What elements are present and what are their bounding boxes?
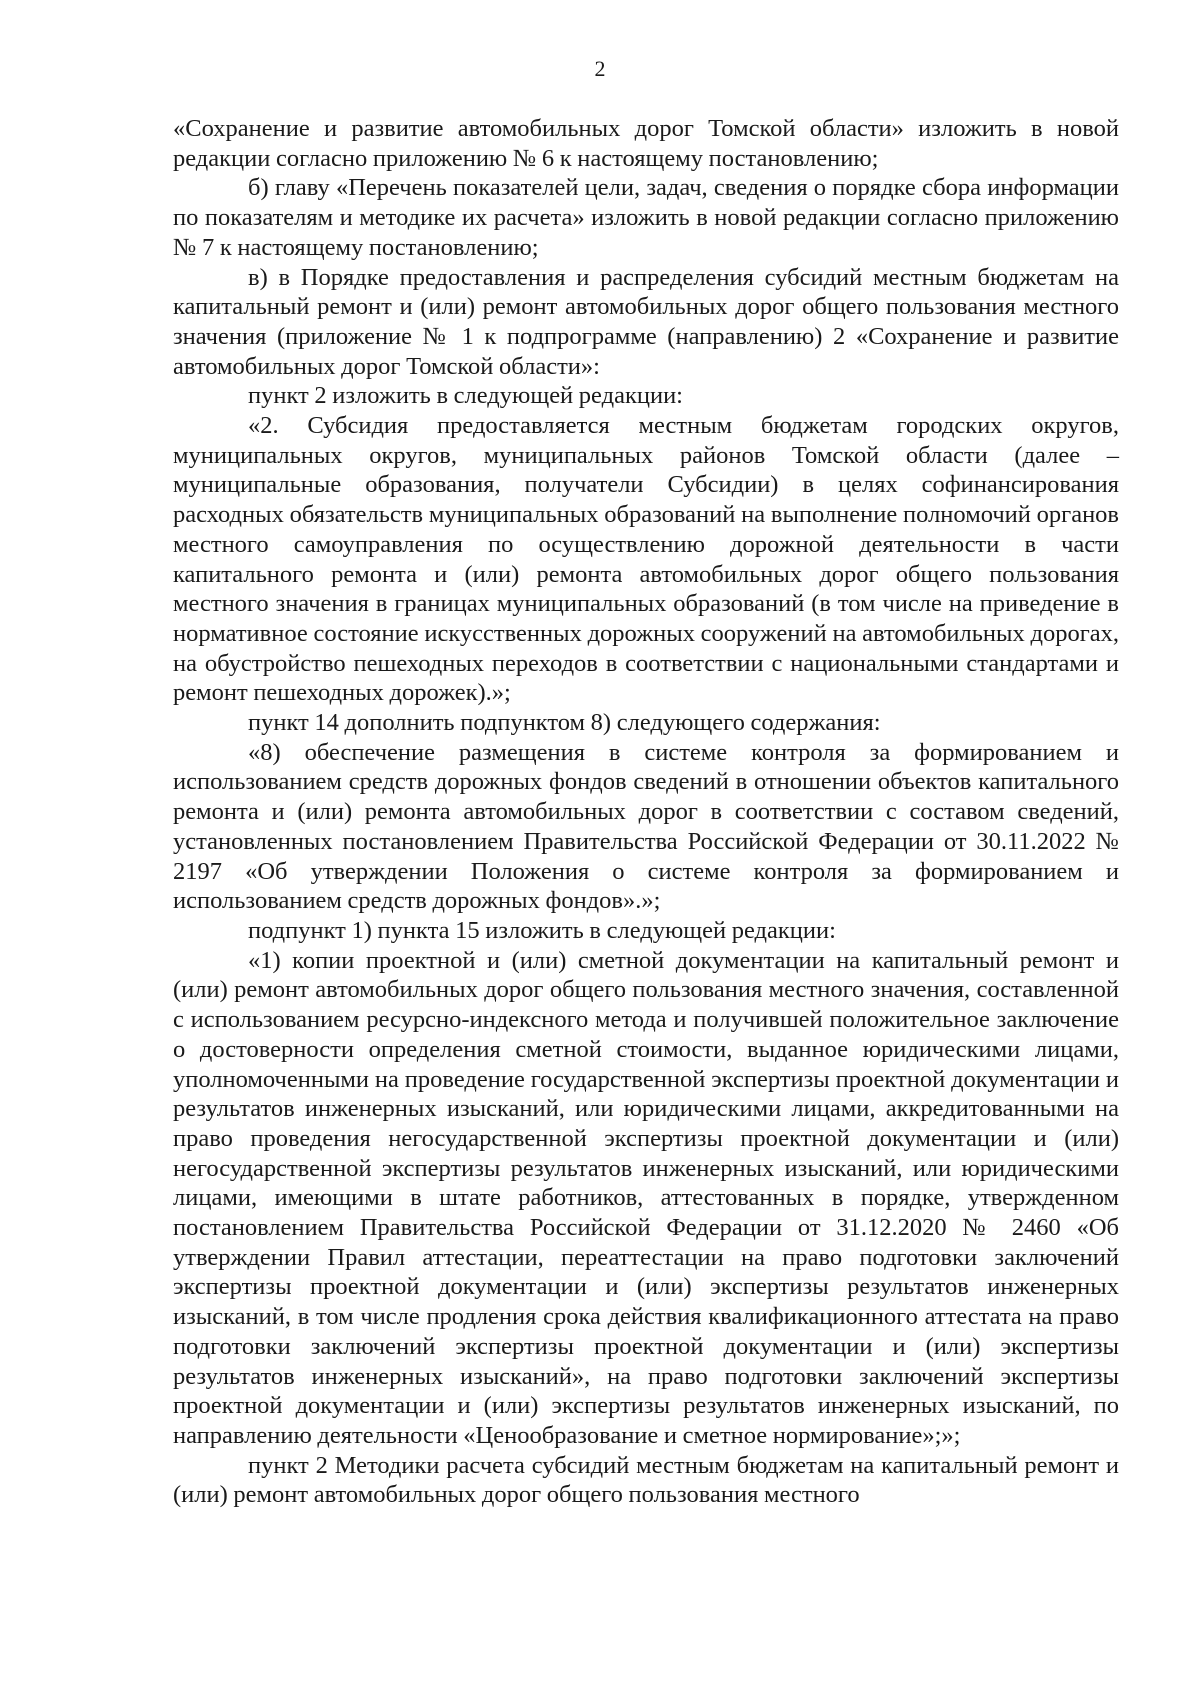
document-body: [173, 114, 1119, 1510]
paragraph: пункт 2 изложить в следующей редакции:: [248, 382, 683, 410]
paragraph: пункт 14 дополнить подпунктом 8) следующего содержания:: [248, 709, 881, 737]
paragraph: пункт 2 Методики расчета субсидий местным бюджетам на капитальный ремонт и (или) ремонт автомобильных дорог общего пользования местного: [173, 1451, 1119, 1509]
paragraph: «1) копии проектной и (или) сметной документации на капитальный ремонт и (или) ремонт автомобильных дорог общего пользования местного значения, составленной с использованием ресурсно-индексного метода и получившей положительное заключение о достоверности определения сметной стоимости, выданное юридическими лицами, уполномоченными на проведение государственной экспертизы проектной документации и результатов инженерных изысканий, или юридическими лицами, аккредитованными на право проведения негосударственной экспертизы проектной документации и (или) негосударственной экспертизы результатов инженерных изысканий, или юридическими лицами, имеющими в штате работников, аттестованных в порядке, утвержденном постановлением Правительства Российской Федерации от 31.12.2020 № 2460 «Об утверждении Правил аттестации, переаттестации на право подготовки заключений экспертизы проектной документации и (или) экспертизы результатов инженерных изысканий, в том числе продления срока действия квалификационного аттестата на право подготовки заключений экспертизы проектной документации и (или) экспертизы результатов инженерных изысканий», на право подготовки заключений экспертизы проектной документации и (или) экспертизы результатов инженерных изысканий, по направлению деятельности «Ценообразование и сметное нормирование»;»;: [173, 946, 1119, 1449]
paragraph: б) главу «Перечень показателей цели, задач, сведения о порядке сбора информации по показателям и методике их расчета» изложить в новой редакции согласно приложению № 7 к настоящему постановлению;: [173, 174, 1119, 261]
paragraph: «2. Субсидия предоставляется местным бюджетам городских округов, муниципальных округов, муниципальных районов Томской области (далее – муниципальные образования, получатели Субсидии) в целях софинансирования расходных обязательств муниципальных образований на выполнение полномочий органов местного самоуправления по осуществлению дорожной деятельности в части капитального ремонта и (или) ремонта автомобильных дорог общего пользования местного значения в границах муниципальных образований (в том числе на приведение в нормативное состояние искусственных дорожных сооружений на автомобильных дорогах, на обустройство пешеходных переходов в соответствии с национальными стандартами и ремонт пешеходных дорожек).»;: [173, 412, 1119, 707]
paragraph: «8) обеспечение размещения в системе контроля за формированием и использованием средств дорожных фондов сведений в отношении объектов капитального ремонта и (или) ремонта автомобильных дорог в соответствии с составом сведений, установленных постановлением Правительства Российской Федерации от 30.11.2022 № 2197 «Об утверждении Положения о системе контроля за формированием и использованием средств дорожных фондов».»;: [173, 738, 1119, 915]
page-number: 2: [594, 56, 606, 81]
paragraph: «Сохранение и развитие автомобильных дорог Томской области» изложить в новой редакции согласно приложению № 6 к настоящему постановлению;: [173, 115, 1119, 172]
paragraph: подпункт 1) пункта 15 изложить в следующей редакции:: [248, 916, 836, 944]
paragraph: в) в Порядке предоставления и распределения субсидий местным бюджетам на капитальный ремонт и (или) ремонт автомобильных дорог общего пользования местного значения (приложение № 1 к подпрограмме (направлению) 2 «Сохранение и развитие автомобильных дорог Томской области»:: [173, 263, 1119, 380]
